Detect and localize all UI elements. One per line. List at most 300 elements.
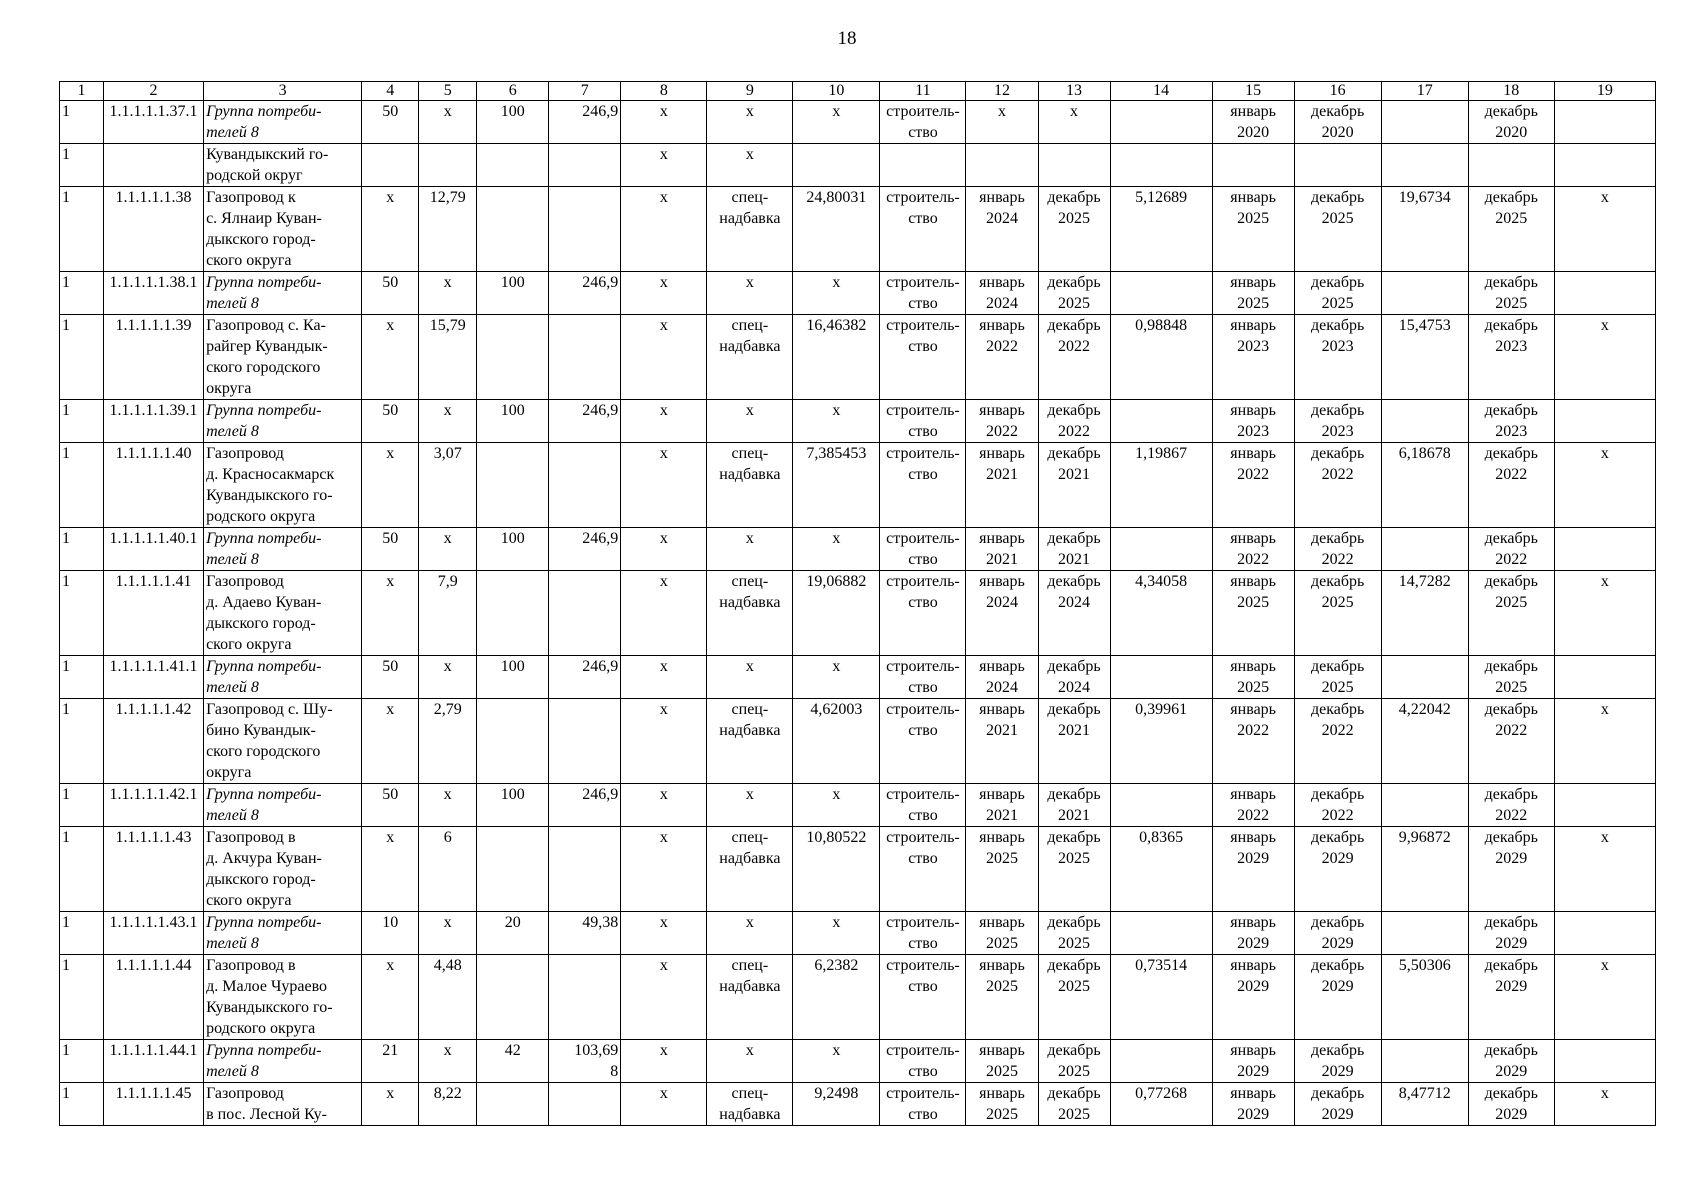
cell-col-13: декабрь 2025 [1038, 827, 1110, 912]
cell-col-17: 8,47712 [1381, 1083, 1468, 1126]
cell-col-8: x [621, 699, 707, 784]
cell-col-13: декабрь 2024 [1038, 571, 1110, 656]
cell-col-10: x [793, 656, 880, 699]
cell-col-1: 1 [60, 144, 104, 187]
cell-col-16: декабрь 2029 [1294, 912, 1381, 955]
cell-col-12: январь 2021 [966, 528, 1038, 571]
cell-col-13: декабрь 2021 [1038, 784, 1110, 827]
column-header-13: 13 [1038, 82, 1110, 101]
cell-col-3: Газопровод в д. Акчура Куван- дыкского город- ского округа [204, 827, 362, 912]
cell-col-16: декабрь 2029 [1294, 1040, 1381, 1083]
cell-col-11: строитель- ство [880, 187, 966, 272]
cell-col-18: декабрь 2029 [1468, 955, 1554, 1040]
cell-col-10: 6,2382 [793, 955, 880, 1040]
cell-col-7: 246,9 [549, 784, 621, 827]
cell-col-15: январь 2022 [1212, 443, 1294, 528]
cell-col-3: Газопровод к с. Ялнаир Куван- дыкского город- ского округа [204, 187, 362, 272]
cell-col-1: 1 [60, 400, 104, 443]
cell-col-19 [1554, 1040, 1655, 1083]
cell-col-11: строитель- ство [880, 400, 966, 443]
cell-col-1: 1 [60, 656, 104, 699]
cell-col-6: 100 [477, 400, 549, 443]
cell-col-19: x [1554, 699, 1655, 784]
cell-col-18: декабрь 2022 [1468, 528, 1554, 571]
cell-col-3: Газопровод д. Красносакмарск Кувандыкского го- родского округа [204, 443, 362, 528]
data-table [59, 81, 1656, 1126]
cell-col-4: x [362, 315, 419, 400]
cell-col-9: спец- надбавка [707, 1083, 793, 1126]
cell-col-1: 1 [60, 955, 104, 1040]
cell-col-1: 1 [60, 272, 104, 315]
cell-col-8: x [621, 315, 707, 400]
cell-col-9: x [707, 1040, 793, 1083]
cell-col-16: декабрь 2022 [1294, 699, 1381, 784]
cell-col-5: x [419, 1040, 477, 1083]
cell-col-3: Группа потреби- телей 8 [204, 912, 362, 955]
table-row [60, 315, 1656, 400]
cell-col-3: Группа потреби- телей 8 [204, 101, 362, 144]
column-header-5: 5 [419, 82, 477, 101]
cell-col-18: декабрь 2023 [1468, 400, 1554, 443]
cell-col-6 [477, 827, 549, 912]
cell-col-12: январь 2025 [966, 912, 1038, 955]
cell-col-13: декабрь 2025 [1038, 955, 1110, 1040]
cell-col-6 [477, 315, 549, 400]
cell-col-18 [1468, 144, 1554, 187]
cell-col-5: x [419, 656, 477, 699]
table-row [60, 144, 1656, 187]
cell-col-13: x [1038, 101, 1110, 144]
cell-col-3: Газопровод в д. Малое Чураево Кувандыкского го- родского округа [204, 955, 362, 1040]
cell-col-16: декабрь 2023 [1294, 315, 1381, 400]
cell-col-5: x [419, 400, 477, 443]
cell-col-1: 1 [60, 827, 104, 912]
cell-col-19: x [1554, 955, 1655, 1040]
cell-col-19: x [1554, 571, 1655, 656]
cell-col-5: 8,22 [419, 1083, 477, 1126]
table-row [60, 699, 1656, 784]
cell-col-12: январь 2025 [966, 1040, 1038, 1083]
cell-col-1: 1 [60, 187, 104, 272]
cell-col-3: Группа потреби- телей 8 [204, 656, 362, 699]
cell-col-10: 16,46382 [793, 315, 880, 400]
cell-col-3: Группа потреби- телей 8 [204, 1040, 362, 1083]
cell-col-11: строитель- ство [880, 571, 966, 656]
column-header-1: 1 [60, 82, 104, 101]
cell-col-10: x [793, 528, 880, 571]
column-header-8: 8 [621, 82, 707, 101]
column-header-16: 16 [1294, 82, 1381, 101]
cell-col-9: спец- надбавка [707, 187, 793, 272]
cell-col-7: 246,9 [549, 272, 621, 315]
table-row [60, 272, 1656, 315]
cell-col-1: 1 [60, 1040, 104, 1083]
table-row [60, 187, 1656, 272]
table-row [60, 528, 1656, 571]
cell-col-10: 10,80522 [793, 827, 880, 912]
cell-col-13 [1038, 144, 1110, 187]
cell-col-19: x [1554, 1083, 1655, 1126]
column-header-12: 12 [966, 82, 1038, 101]
cell-col-7 [549, 827, 621, 912]
cell-col-16: декабрь 2025 [1294, 656, 1381, 699]
cell-col-6 [477, 699, 549, 784]
cell-col-4: x [362, 1083, 419, 1126]
cell-col-7: 246,9 [549, 101, 621, 144]
cell-col-17 [1381, 400, 1468, 443]
column-header-19: 19 [1554, 82, 1655, 101]
cell-col-2: 1.1.1.1.1.43 [104, 827, 204, 912]
cell-col-10: x [793, 272, 880, 315]
cell-col-9: спец- надбавка [707, 571, 793, 656]
cell-col-16: декабрь 2022 [1294, 784, 1381, 827]
cell-col-19: x [1554, 315, 1655, 400]
cell-col-16: декабрь 2020 [1294, 101, 1381, 144]
cell-col-14 [1110, 272, 1212, 315]
table-row [60, 1083, 1656, 1126]
cell-col-8: x [621, 571, 707, 656]
cell-col-3: Газопровод с. Шу- бино Кувандык- ского городского округа [204, 699, 362, 784]
cell-col-5: 3,07 [419, 443, 477, 528]
cell-col-7 [549, 955, 621, 1040]
column-header-17: 17 [1381, 82, 1468, 101]
cell-col-2: 1.1.1.1.1.42 [104, 699, 204, 784]
cell-col-3: Группа потреби- телей 8 [204, 400, 362, 443]
cell-col-13: декабрь 2022 [1038, 400, 1110, 443]
cell-col-15: январь 2025 [1212, 272, 1294, 315]
cell-col-12: январь 2025 [966, 1083, 1038, 1126]
cell-col-18: декабрь 2025 [1468, 571, 1554, 656]
column-header-4: 4 [362, 82, 419, 101]
cell-col-1: 1 [60, 528, 104, 571]
cell-col-8: x [621, 187, 707, 272]
cell-col-2: 1.1.1.1.1.41.1 [104, 656, 204, 699]
cell-col-14: 0,8365 [1110, 827, 1212, 912]
cell-col-4: x [362, 187, 419, 272]
cell-col-13: декабрь 2021 [1038, 699, 1110, 784]
cell-col-13: декабрь 2025 [1038, 1040, 1110, 1083]
cell-col-5: x [419, 272, 477, 315]
cell-col-13: декабрь 2021 [1038, 528, 1110, 571]
cell-col-5: 15,79 [419, 315, 477, 400]
table-row [60, 443, 1656, 528]
cell-col-2: 1.1.1.1.1.43.1 [104, 912, 204, 955]
column-header-15: 15 [1212, 82, 1294, 101]
cell-col-14: 0,39961 [1110, 699, 1212, 784]
cell-col-18: декабрь 2029 [1468, 912, 1554, 955]
cell-col-6: 100 [477, 101, 549, 144]
cell-col-2: 1.1.1.1.1.41 [104, 571, 204, 656]
cell-col-15: январь 2022 [1212, 699, 1294, 784]
cell-col-1: 1 [60, 101, 104, 144]
cell-col-14: 0,98848 [1110, 315, 1212, 400]
cell-col-14: 1,19867 [1110, 443, 1212, 528]
cell-col-13: декабрь 2022 [1038, 315, 1110, 400]
cell-col-8: x [621, 400, 707, 443]
cell-col-8: x [621, 1083, 707, 1126]
cell-col-10: x [793, 912, 880, 955]
cell-col-11: строитель- ство [880, 1040, 966, 1083]
cell-col-11: строитель- ство [880, 315, 966, 400]
cell-col-19 [1554, 656, 1655, 699]
cell-col-1: 1 [60, 784, 104, 827]
table-row [60, 784, 1656, 827]
cell-col-7 [549, 1083, 621, 1126]
cell-col-16 [1294, 144, 1381, 187]
cell-col-7 [549, 187, 621, 272]
cell-col-10: 9,2498 [793, 1083, 880, 1126]
cell-col-8: x [621, 1040, 707, 1083]
cell-col-19 [1554, 101, 1655, 144]
cell-col-2: 1.1.1.1.1.44 [104, 955, 204, 1040]
cell-col-6: 100 [477, 656, 549, 699]
cell-col-18: декабрь 2029 [1468, 1083, 1554, 1126]
cell-col-6: 100 [477, 528, 549, 571]
cell-col-14: 4,34058 [1110, 571, 1212, 656]
cell-col-11: строитель- ство [880, 827, 966, 912]
cell-col-17: 9,96872 [1381, 827, 1468, 912]
cell-col-2 [104, 144, 204, 187]
cell-col-2: 1.1.1.1.1.37.1 [104, 101, 204, 144]
cell-col-19 [1554, 400, 1655, 443]
cell-col-13: декабрь 2024 [1038, 656, 1110, 699]
column-header-14: 14 [1110, 82, 1212, 101]
cell-col-6: 100 [477, 784, 549, 827]
table-row [60, 955, 1656, 1040]
cell-col-15: январь 2029 [1212, 827, 1294, 912]
cell-col-15 [1212, 144, 1294, 187]
cell-col-14 [1110, 528, 1212, 571]
header-row [60, 82, 1656, 101]
cell-col-2: 1.1.1.1.1.44.1 [104, 1040, 204, 1083]
cell-col-14: 0,73514 [1110, 955, 1212, 1040]
table-body [60, 101, 1656, 1126]
cell-col-5 [419, 144, 477, 187]
cell-col-17 [1381, 1040, 1468, 1083]
cell-col-11: строитель- ство [880, 1083, 966, 1126]
cell-col-15: январь 2020 [1212, 101, 1294, 144]
cell-col-15: январь 2029 [1212, 912, 1294, 955]
cell-col-3: Группа потреби- телей 8 [204, 784, 362, 827]
cell-col-19 [1554, 272, 1655, 315]
cell-col-2: 1.1.1.1.1.39.1 [104, 400, 204, 443]
cell-col-19: x [1554, 827, 1655, 912]
cell-col-8: x [621, 443, 707, 528]
cell-col-9: спец- надбавка [707, 699, 793, 784]
cell-col-11: строитель- ство [880, 784, 966, 827]
cell-col-4: x [362, 699, 419, 784]
column-header-2: 2 [104, 82, 204, 101]
cell-col-11: строитель- ство [880, 912, 966, 955]
cell-col-14 [1110, 144, 1212, 187]
cell-col-18: декабрь 2022 [1468, 443, 1554, 528]
cell-col-3: Газопровод д. Адаево Куван- дыкского город- ского округа [204, 571, 362, 656]
cell-col-5: x [419, 784, 477, 827]
column-header-18: 18 [1468, 82, 1554, 101]
cell-col-12: январь 2024 [966, 656, 1038, 699]
cell-col-14 [1110, 656, 1212, 699]
cell-col-4: 50 [362, 400, 419, 443]
cell-col-5: 12,79 [419, 187, 477, 272]
cell-col-12: январь 2024 [966, 571, 1038, 656]
cell-col-4: x [362, 955, 419, 1040]
cell-col-1: 1 [60, 1083, 104, 1126]
cell-col-11: строитель- ство [880, 955, 966, 1040]
cell-col-18: декабрь 2022 [1468, 784, 1554, 827]
cell-col-11: строитель- ство [880, 443, 966, 528]
cell-col-7 [549, 699, 621, 784]
cell-col-3: Группа потреби- телей 8 [204, 528, 362, 571]
column-header-6: 6 [477, 82, 549, 101]
cell-col-7 [549, 571, 621, 656]
cell-col-17 [1381, 528, 1468, 571]
cell-col-10 [793, 144, 880, 187]
cell-col-2: 1.1.1.1.1.38 [104, 187, 204, 272]
cell-col-14 [1110, 101, 1212, 144]
table-row [60, 571, 1656, 656]
cell-col-17: 14,7282 [1381, 571, 1468, 656]
cell-col-14 [1110, 784, 1212, 827]
cell-col-17: 15,4753 [1381, 315, 1468, 400]
cell-col-10: 4,62003 [793, 699, 880, 784]
cell-col-3: Газопровод в пос. Лесной Ку- [204, 1083, 362, 1126]
cell-col-18: декабрь 2022 [1468, 699, 1554, 784]
cell-col-17 [1381, 101, 1468, 144]
cell-col-9: x [707, 101, 793, 144]
cell-col-13: декабрь 2021 [1038, 443, 1110, 528]
cell-col-15: январь 2025 [1212, 656, 1294, 699]
cell-col-19: x [1554, 187, 1655, 272]
cell-col-15: январь 2023 [1212, 315, 1294, 400]
cell-col-15: январь 2023 [1212, 400, 1294, 443]
cell-col-9: x [707, 528, 793, 571]
cell-col-3: Группа потреби- телей 8 [204, 272, 362, 315]
cell-col-18: декабрь 2023 [1468, 315, 1554, 400]
cell-col-12: x [966, 101, 1038, 144]
column-header-9: 9 [707, 82, 793, 101]
cell-col-11: строитель- ство [880, 272, 966, 315]
cell-col-17: 19,6734 [1381, 187, 1468, 272]
table-row [60, 400, 1656, 443]
cell-col-7: 246,9 [549, 528, 621, 571]
cell-col-8: x [621, 144, 707, 187]
cell-col-8: x [621, 784, 707, 827]
cell-col-7 [549, 144, 621, 187]
cell-col-7: 49,38 [549, 912, 621, 955]
cell-col-4: x [362, 571, 419, 656]
cell-col-16: декабрь 2029 [1294, 827, 1381, 912]
cell-col-8: x [621, 912, 707, 955]
cell-col-12: январь 2021 [966, 443, 1038, 528]
cell-col-4: 50 [362, 656, 419, 699]
cell-col-15: январь 2029 [1212, 1040, 1294, 1083]
cell-col-4: 10 [362, 912, 419, 955]
cell-col-15: январь 2029 [1212, 955, 1294, 1040]
cell-col-10: 24,80031 [793, 187, 880, 272]
cell-col-11: строитель- ство [880, 528, 966, 571]
cell-col-15: январь 2025 [1212, 571, 1294, 656]
cell-col-7: 246,9 [549, 400, 621, 443]
cell-col-13: декабрь 2025 [1038, 187, 1110, 272]
cell-col-14 [1110, 400, 1212, 443]
cell-col-3: Газопровод с. Ка- райгер Кувандык- ского городского округа [204, 315, 362, 400]
cell-col-5: 6 [419, 827, 477, 912]
cell-col-1: 1 [60, 443, 104, 528]
cell-col-19 [1554, 144, 1655, 187]
cell-col-16: декабрь 2029 [1294, 955, 1381, 1040]
cell-col-1: 1 [60, 912, 104, 955]
cell-col-5: x [419, 912, 477, 955]
cell-col-10: x [793, 101, 880, 144]
cell-col-7 [549, 315, 621, 400]
cell-col-13: декабрь 2025 [1038, 912, 1110, 955]
column-header-3: 3 [204, 82, 362, 101]
cell-col-7: 103,69 8 [549, 1040, 621, 1083]
cell-col-12: январь 2025 [966, 827, 1038, 912]
cell-col-19 [1554, 784, 1655, 827]
cell-col-16: декабрь 2025 [1294, 272, 1381, 315]
table-row [60, 1040, 1656, 1083]
cell-col-3: Кувандыкский го- родской округ [204, 144, 362, 187]
cell-col-6 [477, 571, 549, 656]
cell-col-18: декабрь 2025 [1468, 656, 1554, 699]
cell-col-8: x [621, 101, 707, 144]
cell-col-2: 1.1.1.1.1.42.1 [104, 784, 204, 827]
cell-col-14 [1110, 912, 1212, 955]
cell-col-10: 7,385453 [793, 443, 880, 528]
cell-col-14 [1110, 1040, 1212, 1083]
cell-col-8: x [621, 272, 707, 315]
cell-col-12: январь 2022 [966, 400, 1038, 443]
table-row [60, 912, 1656, 955]
cell-col-16: декабрь 2029 [1294, 1083, 1381, 1126]
cell-col-4: x [362, 827, 419, 912]
cell-col-17 [1381, 144, 1468, 187]
cell-col-5: x [419, 101, 477, 144]
cell-col-12: январь 2024 [966, 272, 1038, 315]
cell-col-4: 21 [362, 1040, 419, 1083]
cell-col-4: 50 [362, 784, 419, 827]
cell-col-18: декабрь 2020 [1468, 101, 1554, 144]
cell-col-18: декабрь 2025 [1468, 187, 1554, 272]
cell-col-6 [477, 443, 549, 528]
cell-col-9: x [707, 272, 793, 315]
cell-col-2: 1.1.1.1.1.45 [104, 1083, 204, 1126]
cell-col-12: январь 2024 [966, 187, 1038, 272]
column-header-11: 11 [880, 82, 966, 101]
table-row [60, 827, 1656, 912]
cell-col-8: x [621, 528, 707, 571]
cell-col-2: 1.1.1.1.1.40.1 [104, 528, 204, 571]
cell-col-18: декабрь 2025 [1468, 272, 1554, 315]
cell-col-15: январь 2029 [1212, 1083, 1294, 1126]
cell-col-4: 50 [362, 528, 419, 571]
cell-col-17 [1381, 656, 1468, 699]
cell-col-1: 1 [60, 571, 104, 656]
cell-col-5: x [419, 528, 477, 571]
cell-col-12: январь 2022 [966, 315, 1038, 400]
cell-col-11 [880, 144, 966, 187]
cell-col-17 [1381, 912, 1468, 955]
cell-col-9: x [707, 784, 793, 827]
cell-col-6 [477, 187, 549, 272]
cell-col-4: x [362, 443, 419, 528]
cell-col-4: 50 [362, 272, 419, 315]
cell-col-6: 100 [477, 272, 549, 315]
cell-col-5: 7,9 [419, 571, 477, 656]
cell-col-19 [1554, 528, 1655, 571]
cell-col-7: 246,9 [549, 656, 621, 699]
